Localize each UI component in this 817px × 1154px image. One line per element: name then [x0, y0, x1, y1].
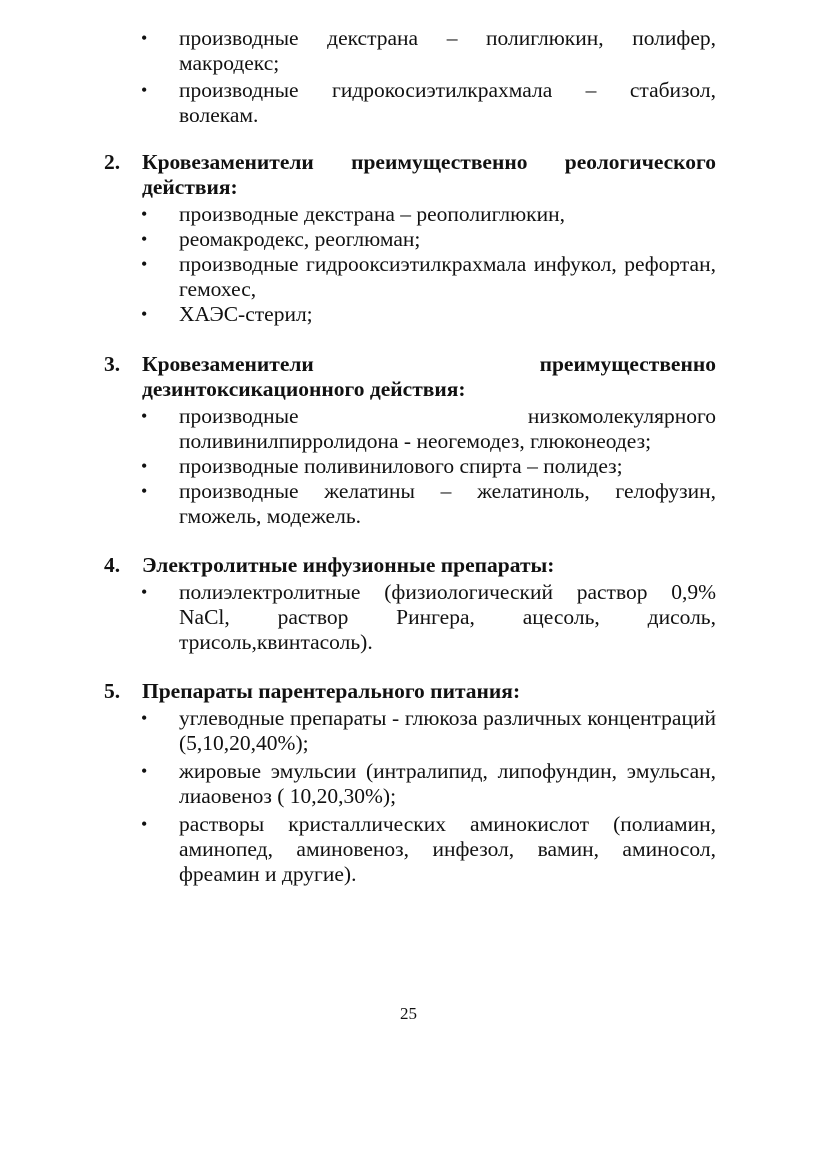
section-5	[104, 679, 716, 887]
list-item: • углеводные препараты - глюкоза различных концентраций (5,10,20,40%);	[104, 706, 716, 756]
list-item: • производные декстрана – полиглюкин, полифер, макродекс;	[104, 26, 716, 76]
list-item: • реомакродекс, реоглюман;	[104, 227, 716, 252]
section-2	[104, 150, 716, 327]
list-item: • производные поливинилового спирта – полидез;	[104, 454, 716, 479]
section-heading	[104, 150, 716, 200]
section-number: 3.	[104, 352, 121, 376]
page-number: 25	[400, 1004, 417, 1023]
list-item: • производные гидрокосиэтилкрахмала – стабизол, волекам.	[104, 78, 716, 128]
list-item: • жировые эмульсии (интралипид, липофундин, эмульсан, лиаовеноз ( 10,20,30%);	[104, 759, 716, 809]
list-item: • ХАЭС-стерил;	[104, 302, 716, 327]
intro-list	[104, 26, 716, 128]
section-bullets	[104, 202, 716, 327]
section-bullets	[104, 706, 716, 887]
section-title: Электролитные инфузионные препараты:	[142, 553, 555, 577]
section-heading	[104, 553, 716, 578]
section-title: Кровезаменители преимущественно реологического действия:	[142, 150, 716, 199]
section-3	[104, 352, 716, 529]
list-item: • производные гидрооксиэтилкрахмала инфукол, рефортан, гемохес,	[104, 252, 716, 302]
section-bullets	[104, 404, 716, 529]
intro-bullets	[104, 26, 716, 128]
section-number: 2.	[104, 150, 121, 174]
section-heading	[104, 352, 716, 402]
list-item: • производные желатины – желатиноль, гелофузин, гможель, модежель.	[104, 479, 716, 529]
list-item: • полиэлектролитные (физиологический раствор 0,9% NaCl, раствор Рингера, ацесоль, дисоль, трисоль,квинтасоль).	[104, 580, 716, 655]
section-number: 5.	[104, 679, 121, 703]
section-title: Кровезаменители преимущественно дезинтоксикационного действия:	[142, 352, 716, 401]
list-item: • производные декстрана – реополиглюкин,	[104, 202, 716, 227]
section-bullets	[104, 580, 716, 655]
section-title: Препараты парентерального питания:	[142, 679, 521, 703]
section-4	[104, 553, 716, 655]
list-item: • производные низкомолекулярного поливинилпирролидона - неогемодез, глюконеодез;	[104, 404, 716, 454]
section-heading	[104, 679, 716, 704]
section-number: 4.	[104, 553, 121, 577]
list-item: • растворы кристаллических аминокислот (полиамин, аминопед, аминовеноз, инфезол, вамин, аминосол, фреамин и другие).	[104, 812, 716, 887]
